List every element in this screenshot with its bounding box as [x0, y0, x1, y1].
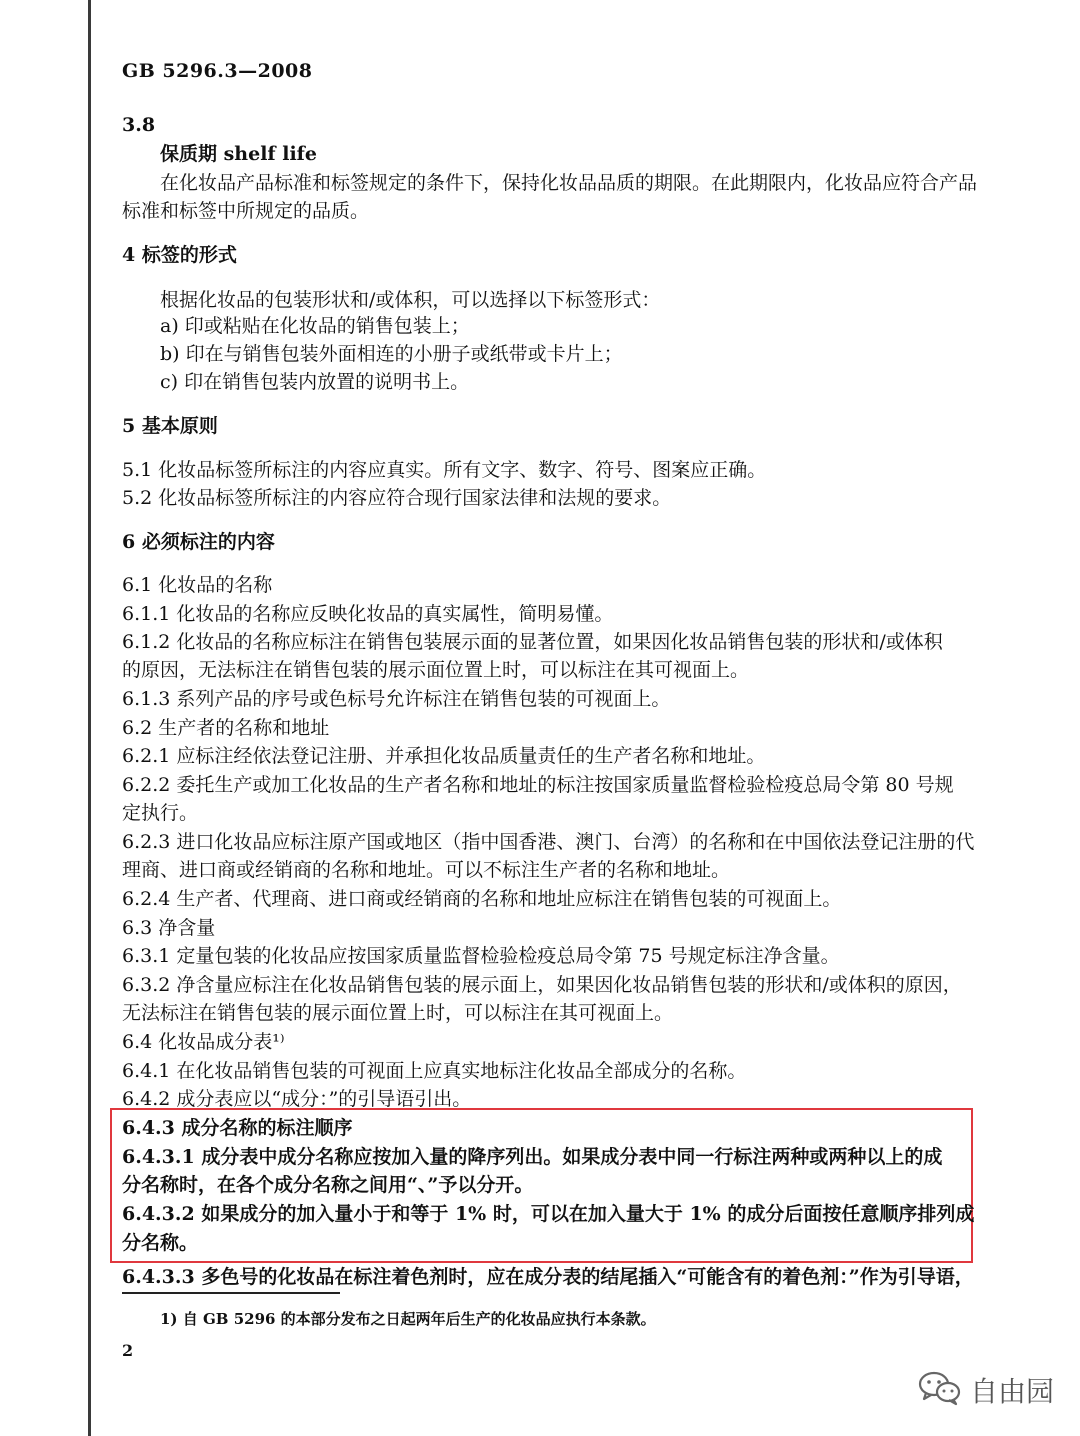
clause-6-2-4: 6.2.4 生产者、代理商、进口商或经销商的名称和地址应标注在销售包装的可视面上。 [122, 888, 842, 910]
clause-6-4-3-2-line1: 6.4.3.2 如果成分的加入量小于和等于 1% 时，可以在加入量大于 1% 的成分后面按任意顺序排列成 [122, 1203, 975, 1225]
clause-6-2-3-line2: 理商、进口商或经销商的名称和地址。可以不标注生产者的名称和地址。 [122, 859, 731, 881]
page-left-edge [88, 0, 91, 1436]
clause-6-4-3: 6.4.3 成分名称的标注顺序 [122, 1117, 353, 1139]
clause-5-1: 5.1 化妆品标签所标注的内容应真实。所有文字、数字、符号、图案应正确。 [122, 459, 767, 481]
standard-number-header: GB 5296.3—2008 [122, 60, 313, 82]
clause-6-2: 6.2 生产者的名称和地址 [122, 717, 330, 739]
section-4-item-c: c) 印在销售包装内放置的说明书上。 [160, 371, 470, 393]
section-3-8-term: 保质期 shelf life [160, 143, 317, 165]
clause-6-1-2-line1: 6.1.2 化妆品的名称应标注在销售包装展示面的显著位置，如果因化妆品销售包装的形状和/或体积 [122, 631, 943, 653]
clause-6-4-3-2-line2: 分名称。 [122, 1232, 199, 1254]
clause-6-4-3-1-line2: 分名称时，在各个成分名称之间用“、”予以分开。 [122, 1174, 534, 1196]
clause-6-1: 6.1 化妆品的名称 [122, 574, 273, 596]
section-3-8-number: 3.8 [122, 114, 156, 136]
section-6-heading: 6 必须标注的内容 [122, 531, 275, 553]
watermark [918, 1370, 1054, 1410]
clause-6-2-2-line1: 6.2.2 委托生产或加工化妆品的生产者名称和地址的标注按国家质量监督检验检疫总局令第 80 号规 [122, 774, 954, 796]
footnote-divider [122, 1292, 340, 1294]
wechat-icon [918, 1370, 962, 1410]
section-5-heading: 5 基本原则 [122, 415, 218, 437]
page-number: 2 [122, 1341, 134, 1360]
clause-6-2-1: 6.2.1 应标注经依法登记注册、并承担化妆品质量责任的生产者名称和地址。 [122, 745, 766, 767]
clause-6-1-2-line2: 的原因，无法标注在销售包装的展示面位置上时，可以标注在其可视面上。 [122, 659, 750, 681]
clause-6-4-2: 6.4.2 成分表应以“成分：”的引导语引出。 [122, 1088, 472, 1110]
clause-6-3-1: 6.3.1 定量包装的化妆品应按国家质量监督检验检疫总局令第 75 号规定标注净含量。 [122, 945, 840, 967]
clause-6-1-3: 6.1.3 系列产品的序号或色标号允许标注在销售包装的可视面上。 [122, 688, 671, 710]
clause-6-4-3-1-line1: 6.4.3.1 成分表中成分名称应按加入量的降序列出。如果成分表中同一行标注两种或两种以上的成 [122, 1146, 943, 1168]
clause-6-4-3-3-line1: 6.4.3.3 多色号的化妆品在标注着色剂时，应在成分表的结尾插入“可能含有的着色剂：”作为引导语， [122, 1266, 974, 1288]
watermark-text: 自由园 [970, 1375, 1055, 1408]
clause-6-3: 6.3 净含量 [122, 917, 216, 939]
clause-6-4-1: 6.4.1 在化妆品销售包装的可视面上应真实地标注化妆品全部成分的名称。 [122, 1060, 747, 1082]
section-4-item-a: a) 印或粘贴在化妆品的销售包装上； [160, 315, 470, 337]
section-3-8-definition-line2: 标准和标签中所规定的品质。 [122, 200, 370, 222]
section-3-8-definition-line1: 在化妆品产品标准和标签规定的条件下，保持化妆品品质的期限。在此期限内，化妆品应符合产品 [160, 172, 978, 194]
section-4-intro: 根据化妆品的包装形状和/或体积，可以选择以下标签形式： [160, 289, 661, 311]
clause-5-2: 5.2 化妆品标签所标注的内容应符合现行国家法律和法规的要求。 [122, 487, 672, 509]
clause-6-3-2-line1: 6.3.2 净含量应标注在化妆品销售包装的展示面上，如果因化妆品销售包装的形状和/或体积的原因， [122, 974, 962, 996]
section-4-heading: 4 标签的形式 [122, 244, 237, 266]
clause-6-2-2-line2: 定执行。 [122, 802, 199, 824]
clause-6-1-1: 6.1.1 化妆品的名称应反映化妆品的真实属性，简明易懂。 [122, 603, 614, 625]
clause-6-3-2-line2: 无法标注在销售包装的展示面位置上时，可以标注在其可视面上。 [122, 1002, 674, 1024]
section-4-item-b: b) 印在与销售包装外面相连的小册子或纸带或卡片上； [160, 343, 623, 365]
clause-6-4: 6.4 化妆品成分表¹⁾ [122, 1031, 285, 1053]
footnote: 1) 自 GB 5296 的本部分发布之日起两年后生产的化妆品应执行本条款。 [160, 1310, 656, 1328]
clause-6-2-3-line1: 6.2.3 进口化妆品应标注原产国或地区（指中国香港、澳门、台湾）的名称和在中国依法登记注册的代 [122, 831, 975, 853]
